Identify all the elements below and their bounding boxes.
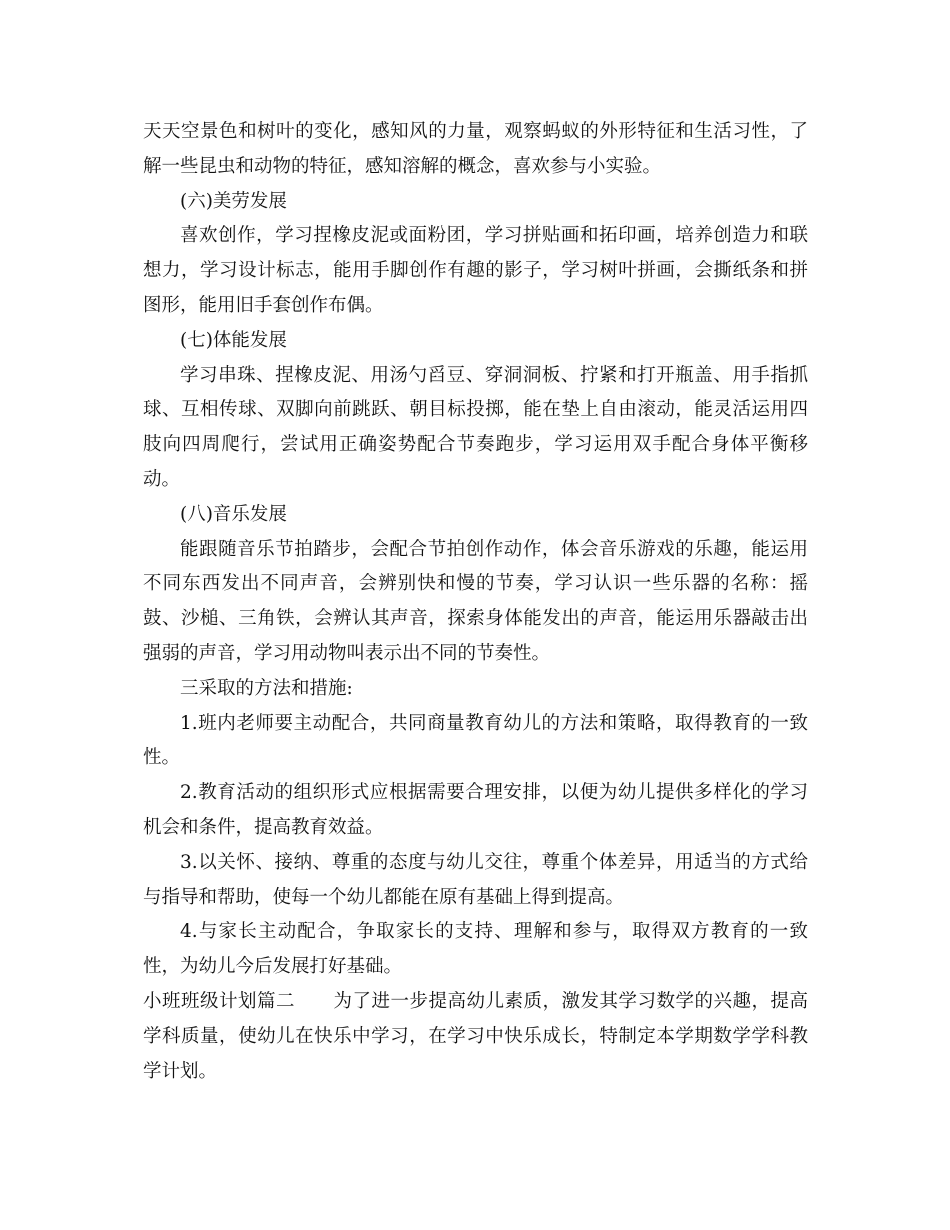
measure-item-2: 2.教育活动的组织形式应根据需要合理安排，以便为幼儿提供多样化的学习机会和条件，提高教育效益。: [143, 782, 808, 838]
measure-item-3: 3.以关怀、接纳、尊重的态度与幼儿交往，尊重个体差异，用适当的方式给与指导和帮助，使每一个幼儿都能在原有基础上得到提高。: [143, 851, 808, 908]
section-two-text: 为了进一步提高幼儿素质，激发其学习数学的兴趣，提高学科质量，使幼儿在快乐中学习，在学习中快乐成长，特制定本学期数学学科教学计划。: [143, 990, 808, 1082]
document-body: [143, 115, 808, 1089]
paragraph-nature-observation: 天天空景色和树叶的变化，感知风的力量，观察蚂蚁的外形特征和生活习性，了解一些昆虫和动物的特征，感知溶解的概念，喜欢参与小实验。: [143, 121, 808, 177]
section-two-paragraph: [143, 985, 808, 1089]
heading-methods-measures: 三采取的方法和措施:: [180, 677, 353, 699]
heading-music-development: (八)音乐发展: [180, 503, 287, 525]
paragraph-art-development: 喜欢创作，学习捏橡皮泥或面粉团，学习拼贴画和拓印画，培养创造力和联想力，学习设计标志，能用手脚创作有趣的影子，学习树叶拼画，会撕纸条和拼图形，能用旧手套创作布偶。: [143, 225, 808, 316]
heading-art-development: (六)美劳发展: [180, 190, 287, 212]
section-two-heading: 小班班级计划篇二: [143, 990, 295, 1012]
heading-physical-development: (七)体能发展: [180, 329, 287, 351]
paragraph-physical-development: 学习串珠、捏橡皮泥、用汤勺舀豆、穿洞洞板、拧紧和打开瓶盖、用手指抓球、互相传球、双脚向前跳跃、朝目标投掷，能在垫上自由滚动，能灵活运用四肢向四周爬行，尝试用正确姿势配合节奏跑步，学习运用双手配合身体平衡移动。: [143, 364, 808, 490]
measure-item-1: 1.班内老师要主动配合，共同商量教育幼儿的方法和策略，取得教育的一致性。: [143, 712, 808, 769]
paragraph-music-development: 能跟随音乐节拍踏步，会配合节拍创作动作，体会音乐游戏的乐趣，能运用不同东西发出不同声音，会辨别快和慢的节奏，学习认识一些乐器的名称：摇鼓、沙槌、三角铁，会辨认其声音，探索身体能发出的声音，能运用乐器敲击出强弱的声音，学习用动物叫表示出不同的节奏性。: [143, 538, 808, 664]
measure-item-4: 4.与家长主动配合，争取家长的支持、理解和参与，取得双方教育的一致性，为幼儿今后发展打好基础。: [143, 921, 808, 978]
